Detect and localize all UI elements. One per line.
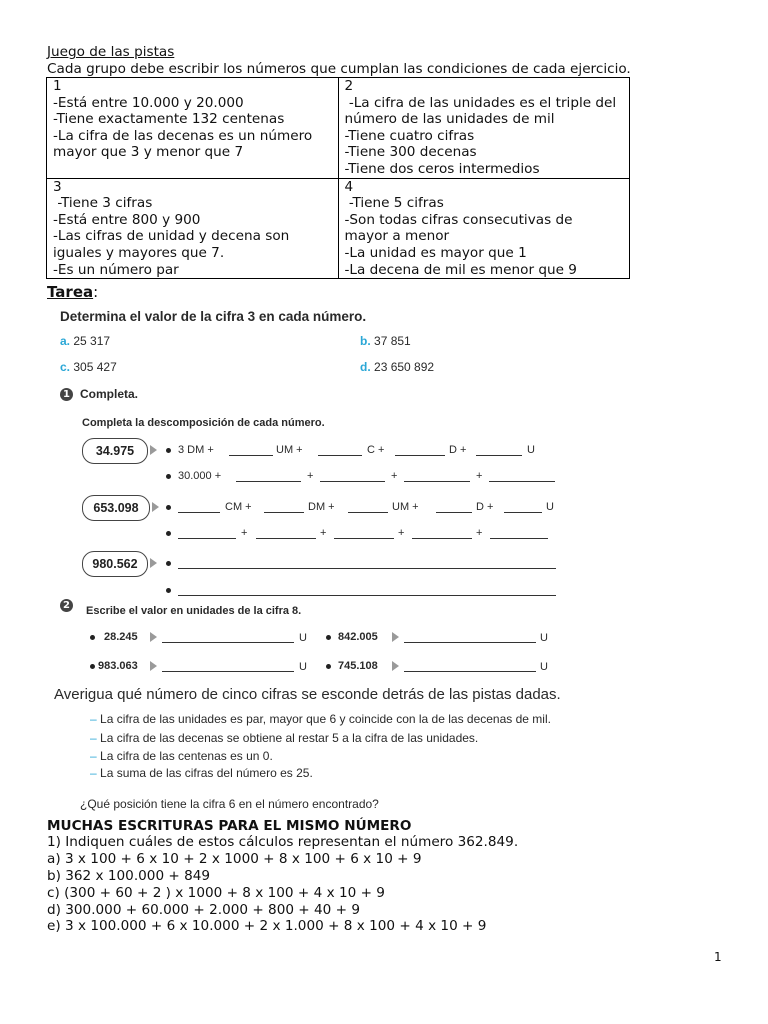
valor-item-a: a. 25 317: [60, 334, 111, 348]
pista-cell-2: [338, 78, 630, 179]
averigua-clue: – La suma de las cifras del número es 25.: [90, 766, 313, 780]
answer-blank[interactable]: [334, 538, 394, 539]
tarea-heading: [47, 284, 98, 301]
answer-blank[interactable]: [404, 481, 470, 482]
unit-label: U: [540, 632, 548, 644]
number-pill-34975: 34.975: [82, 438, 148, 464]
bullet-dot: [166, 561, 171, 566]
tarea-label: Tarea: [47, 283, 94, 301]
pista-line: número de las unidades de mil: [344, 111, 555, 128]
escrituras-option-d: d) 300.000 + 60.000 + 2.000 + 800 + 40 + 9: [47, 902, 361, 918]
pista-line: -Tiene 5 cifras: [344, 195, 444, 212]
tarea-colon: :: [93, 283, 99, 301]
pista-number: 4: [344, 178, 354, 195]
bullet-dot: [326, 635, 331, 640]
exercise-2-badge: 2: [60, 599, 73, 612]
bullet-dot: [90, 635, 95, 640]
pista-line: -Está entre 800 y 900: [53, 211, 201, 228]
arrow-right-icon: [392, 661, 399, 671]
escrituras-option-e: e) 3 x 100.000 + 6 x 10.000 + 2 x 1.000 + 8 x 100 + 4 x 10 + 9: [47, 918, 487, 934]
answer-blank[interactable]: [348, 512, 388, 513]
valor-cifra-title: Determina el valor de la cifra 3 en cada número.: [60, 309, 367, 324]
pista-cell-3: [47, 178, 339, 279]
bullet-dot: [90, 664, 95, 669]
escrituras-option-b: b) 362 x 100.000 + 849: [47, 868, 211, 884]
answer-blank[interactable]: [162, 642, 294, 643]
answer-line[interactable]: [178, 568, 556, 569]
decomp-text: C +: [367, 444, 385, 456]
averigua-clue: – La cifra de las unidades es par, mayor que 6 y coincide con la de las decenas de mil.: [90, 712, 551, 726]
ex2-number: 842.005: [338, 631, 378, 643]
exercise-2-title: Escribe el valor en unidades de la cifra 8.: [86, 605, 302, 617]
pista-line: -Tiene 3 cifras: [53, 195, 153, 212]
answer-blank[interactable]: [404, 642, 536, 643]
arrow-right-icon: [150, 632, 157, 642]
pista-line: mayor a menor: [344, 228, 450, 245]
ex2-number: 28.245: [104, 631, 138, 643]
number-pill-980562: 980.562: [82, 551, 148, 577]
bullet-dot: [166, 474, 171, 479]
page-number: 1: [714, 950, 722, 964]
averigua-clue: – La cifra de las centenas es un 0.: [90, 749, 273, 763]
valor-item-c: c. 305 427: [60, 360, 117, 374]
answer-blank[interactable]: [264, 512, 304, 513]
answer-blank[interactable]: [178, 512, 220, 513]
pistas-table: [46, 77, 630, 279]
plus-sign: +: [241, 527, 248, 539]
answer-blank[interactable]: [229, 455, 273, 456]
answer-blank[interactable]: [404, 671, 536, 672]
decomp-text: U: [546, 501, 554, 513]
pista-line: mayor que 3 y menor que 7: [53, 144, 244, 161]
answer-blank[interactable]: [412, 538, 472, 539]
pista-line: -La decena de mil es menor que 9: [344, 261, 577, 278]
pista-number: 2: [344, 78, 354, 94]
pista-cell-4: [338, 178, 630, 279]
answer-blank[interactable]: [490, 538, 548, 539]
plus-sign: +: [476, 527, 483, 539]
unit-label: U: [540, 661, 548, 673]
pista-line: -Es un número par: [53, 261, 179, 278]
pista-line: -La unidad es mayor que 1: [344, 244, 527, 261]
unit-label: U: [299, 661, 307, 673]
decomp-text: DM +: [308, 501, 335, 513]
answer-blank[interactable]: [489, 481, 555, 482]
decomp-text: CM +: [225, 501, 252, 513]
unit-label: U: [299, 632, 307, 644]
exercise-1-subtitle: Completa la descomposición de cada número.: [82, 417, 325, 429]
pista-line: -Tiene dos ceros intermedios: [344, 160, 540, 177]
bullet-dot: [166, 505, 171, 510]
pista-line: -Son todas cifras consecutivas de: [344, 211, 573, 228]
arrow-right-icon: [392, 632, 399, 642]
bullet-dot: [326, 664, 331, 669]
answer-blank[interactable]: [504, 512, 542, 513]
averigua-title: Averigua qué número de cinco cifras se esconde detrás de las pistas dadas.: [54, 686, 561, 703]
arrow-right-icon: [150, 661, 157, 671]
answer-blank[interactable]: [178, 538, 236, 539]
arrow-right-icon: [150, 445, 157, 455]
answer-line[interactable]: [178, 595, 556, 596]
answer-blank[interactable]: [436, 512, 472, 513]
decomp-text: 30.000 +: [178, 470, 222, 482]
document-title: Juego de las pistas: [47, 44, 175, 60]
plus-sign: +: [391, 470, 398, 482]
pista-line: -Tiene 300 decenas: [344, 144, 477, 161]
pista-number: 1: [53, 78, 62, 94]
bullet-dot: [166, 531, 171, 536]
pista-line: -La cifra de las unidades es el triple del: [344, 94, 617, 111]
pista-line: -Las cifras de unidad y decena son: [53, 228, 290, 245]
answer-blank[interactable]: [395, 455, 445, 456]
answer-blank[interactable]: [476, 455, 522, 456]
escrituras-option-a: a) 3 x 100 + 6 x 10 + 2 x 1000 + 8 x 100 + 6 x 10 + 9: [47, 851, 422, 867]
answer-blank[interactable]: [318, 455, 362, 456]
pista-number: 3: [53, 178, 62, 195]
answer-blank[interactable]: [162, 671, 294, 672]
ex2-number: 983.063: [98, 660, 138, 672]
decomp-text: D +: [449, 444, 467, 456]
arrow-right-icon: [152, 502, 159, 512]
exercise-1-title: Completa.: [80, 387, 139, 401]
arrow-right-icon: [150, 558, 157, 568]
decomp-text: UM +: [276, 444, 303, 456]
plus-sign: +: [476, 470, 483, 482]
valor-item-b: b. 37 851: [360, 334, 411, 348]
escrituras-title: MUCHAS ESCRITURAS PARA EL MISMO NÚMERO: [47, 818, 412, 834]
plus-sign: +: [320, 527, 327, 539]
valor-item-d: d. 23 650 892: [360, 360, 435, 374]
escrituras-option-c: c) (300 + 60 + 2 ) x 1000 + 8 x 100 + 4 x 10 + 9: [47, 885, 385, 901]
instructions-text: Cada grupo debe escribir los números que cumplan las condiciones de cada ejercicio.: [47, 61, 631, 77]
pista-line: -La cifra de las decenas es un número: [53, 127, 313, 144]
answer-blank[interactable]: [236, 481, 301, 482]
decomp-text: U: [527, 444, 535, 456]
plus-sign: +: [307, 470, 314, 482]
ex2-number: 745.108: [338, 660, 378, 672]
pista-line: -Tiene cuatro cifras: [344, 127, 475, 144]
decomp-text: D +: [476, 501, 494, 513]
plus-sign: +: [398, 527, 405, 539]
pista-line: -Tiene exactamente 132 centenas: [53, 111, 285, 128]
answer-blank[interactable]: [256, 538, 316, 539]
decomp-text: UM +: [392, 501, 419, 513]
pista-cell-1: [47, 78, 339, 179]
exercise-1-badge: 1: [60, 388, 73, 401]
averigua-clue: – La cifra de las decenas se obtiene al restar 5 a la cifra de las unidades.: [90, 731, 479, 745]
averigua-question: ¿Qué posición tiene la cifra 6 en el número encontrado?: [80, 797, 379, 811]
pista-line: iguales y mayores que 7.: [53, 244, 225, 261]
answer-blank[interactable]: [320, 481, 385, 482]
escrituras-prompt: 1) Indiquen cuáles de estos cálculos representan el número 362.849.: [47, 834, 519, 850]
decomp-text: 3 DM +: [178, 444, 214, 456]
number-pill-653098: 653.098: [82, 495, 150, 521]
pista-line: -Está entre 10.000 y 20.000: [53, 94, 244, 111]
bullet-dot: [166, 448, 171, 453]
bullet-dot: [166, 588, 171, 593]
